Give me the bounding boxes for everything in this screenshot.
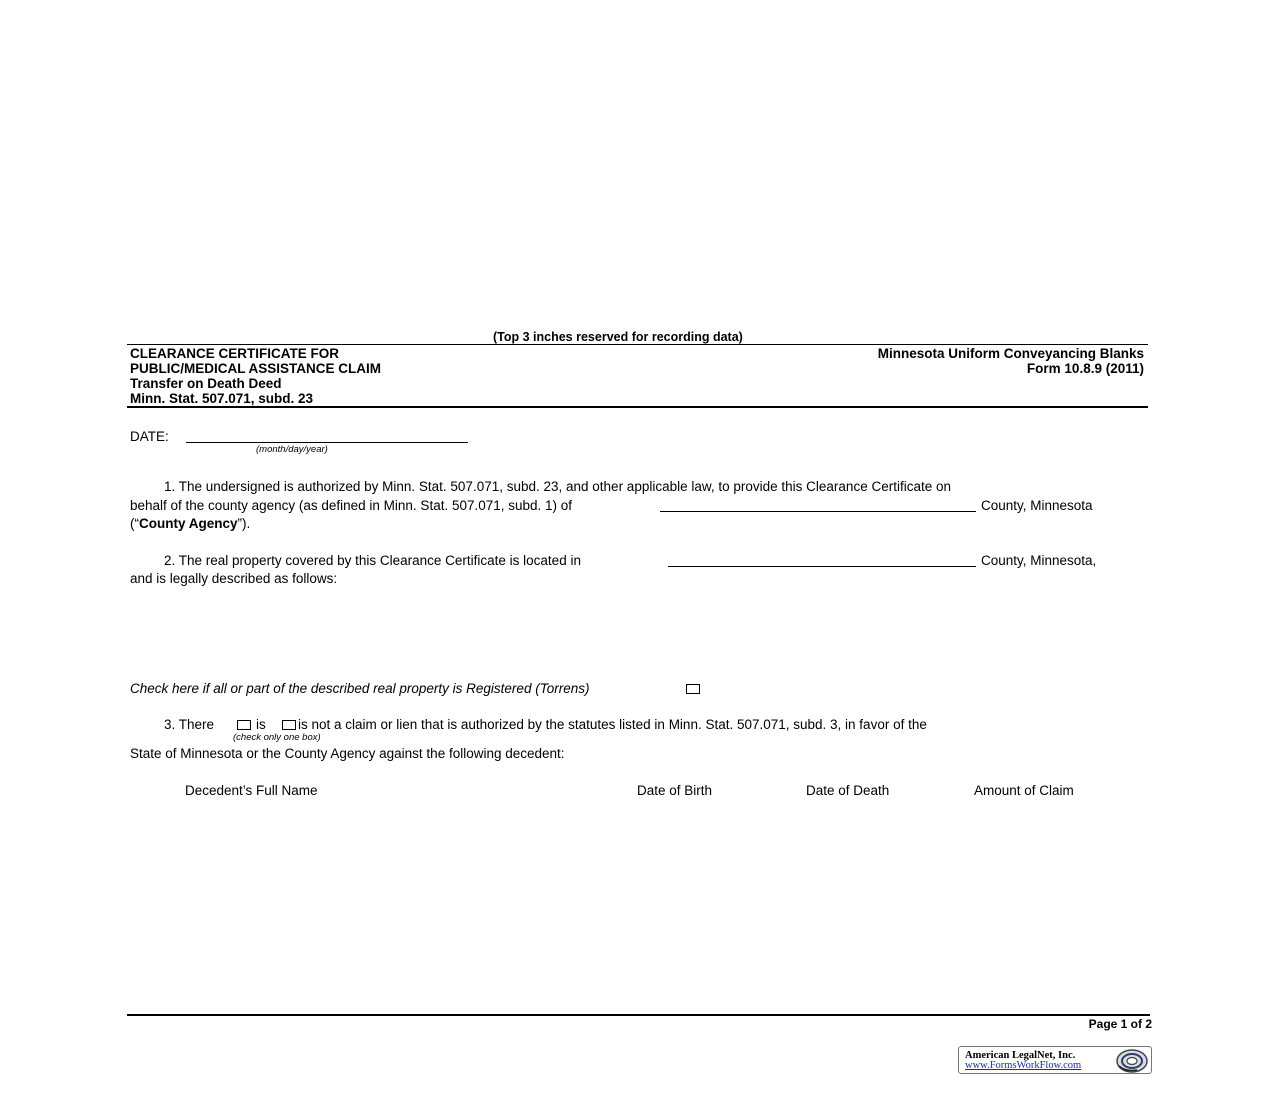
footer-rule — [127, 1014, 1150, 1016]
county-agency-term: County Agency — [139, 516, 238, 531]
logo-company-name: American LegalNet, Inc. — [965, 1050, 1076, 1061]
header-date-of-death: Date of Death — [806, 783, 890, 798]
form-number: Form 10.8.9 (2011) — [1026, 361, 1144, 376]
para1-line2-end: County, Minnesota — [981, 498, 1093, 513]
torrens-checkbox[interactable] — [686, 684, 700, 694]
date-label: DATE: — [130, 429, 169, 444]
forms-workflow-logo[interactable] — [958, 1046, 1152, 1074]
page-number: Page 1 of 2 — [1088, 1017, 1152, 1031]
para1-line2: behalf of the county agency (as defined in Minn. Stat. 507.071, subd. 1) of — [130, 498, 573, 513]
is-not-claim-label: is not a claim or lien that is authorized by the statutes listed in Minn. Stat. 507.071, subd. 3, in favor of the — [298, 717, 927, 732]
agency-county-field[interactable] — [660, 511, 976, 512]
is-claim-label: is — [256, 717, 266, 732]
para1-line1: 1. The undersigned is authorized by Minn. Stat. 507.071, subd. 23, and other applicable law, to provide this Clearance Certificate on — [164, 479, 951, 494]
swirl-logo-icon — [1113, 1048, 1149, 1074]
is-not-claim-checkbox[interactable] — [282, 720, 296, 730]
form-statute: Minn. Stat. 507.071, subd. 23 — [130, 391, 314, 406]
form-subtitle: Transfer on Death Deed — [130, 376, 282, 391]
blanks-name: Minnesota Uniform Conveyancing Blanks — [877, 346, 1144, 361]
para1-line3 — [130, 516, 250, 531]
para2-line2: and is legally described as follows: — [130, 571, 338, 586]
header-bottom-rule — [127, 406, 1148, 408]
is-claim-checkbox[interactable] — [237, 720, 251, 730]
para2-line1: 2. The real property covered by this Clearance Certificate is located in — [164, 553, 581, 568]
para1-open-quote: (“ — [130, 516, 139, 531]
recording-note: (Top 3 inches reserved for recording data) — [493, 330, 743, 344]
para2-line1-end: County, Minnesota, — [981, 553, 1097, 568]
form-title-line2: PUBLIC/MEDICAL ASSISTANCE CLAIM — [130, 361, 382, 376]
para3-line2: State of Minnesota or the County Agency against the following decedent: — [130, 746, 565, 761]
property-county-field[interactable] — [668, 566, 976, 567]
torrens-label: Check here if all or part of the described real property is Registered (Torrens) — [130, 681, 590, 696]
date-hint: (month/day/year) — [256, 444, 328, 455]
header-top-rule — [127, 344, 1148, 345]
form-title-line1: CLEARANCE CERTIFICATE FOR — [130, 346, 339, 361]
logo-url-link[interactable]: www.FormsWorkFlow.com — [965, 1060, 1082, 1071]
header-decedent-name: Decedent’s Full Name — [185, 783, 318, 798]
para3-start: 3. There — [164, 717, 215, 732]
header-amount-of-claim: Amount of Claim — [974, 783, 1074, 798]
check-one-hint: (check only one box) — [233, 732, 321, 743]
para1-close-quote: ”). — [237, 516, 251, 531]
date-field[interactable] — [186, 442, 468, 443]
header-date-of-birth: Date of Birth — [637, 783, 713, 798]
